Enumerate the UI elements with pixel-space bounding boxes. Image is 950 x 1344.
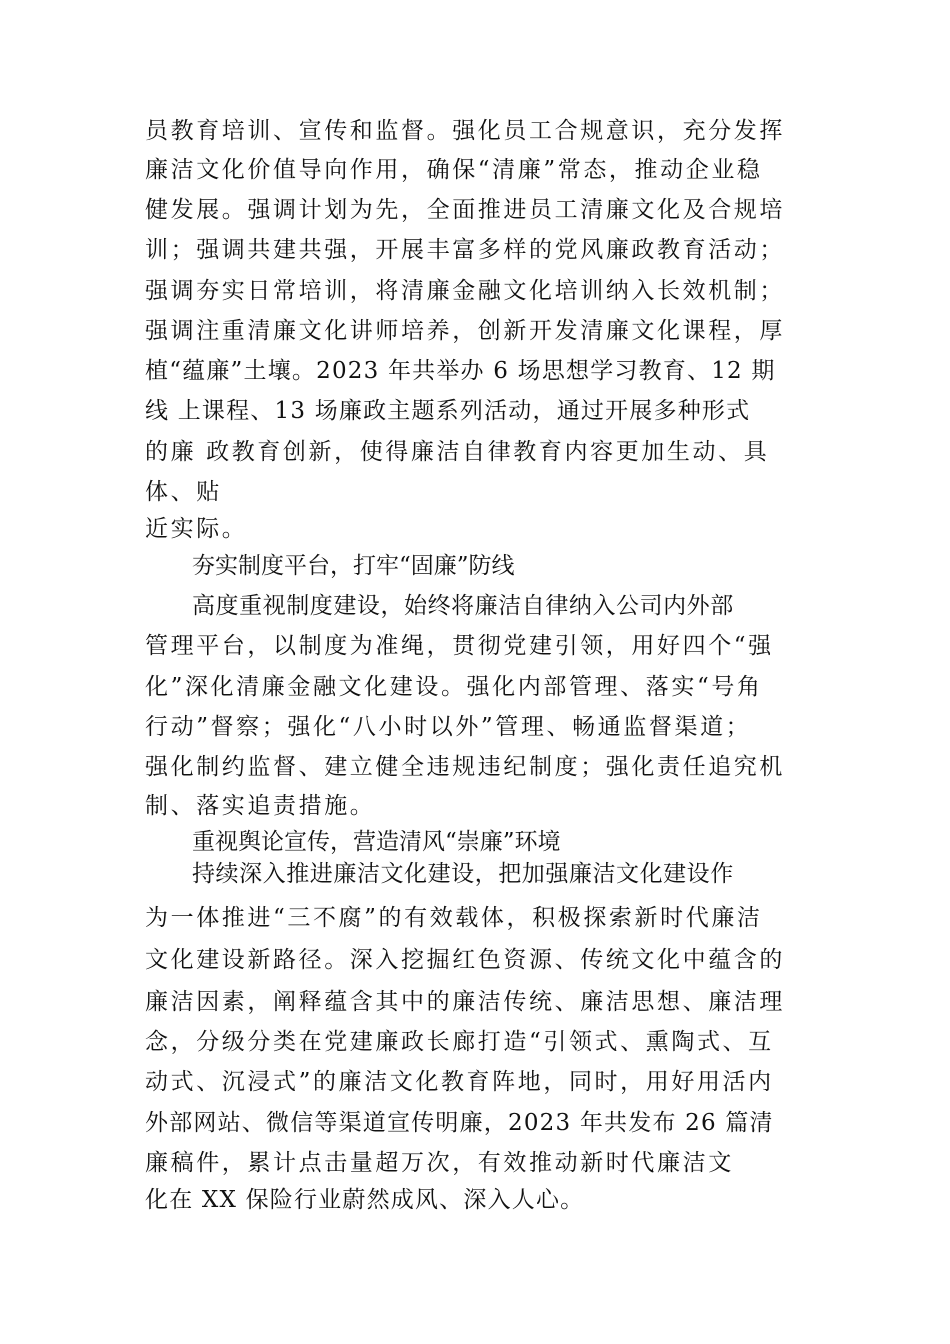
text-line: 廉洁文化价值导向作用，确保“清廉”常态，推动企业稳 (145, 157, 763, 183)
text-line: 强调夯实日常培训，将清廉金融文化培训纳入长效机制； (145, 278, 785, 304)
text-line: 体、贴 (145, 479, 222, 505)
text-line: 廉稿件，累计点击量超万次，有效推动新时代廉洁文 (145, 1150, 734, 1176)
text-line: 化”深化清廉金融文化建设。强化内部管理、落实“号角 (145, 674, 763, 700)
text-line: 植“蕴廉”土壤。2023 年共举办 6 场思想学习教育、12 期 (145, 358, 776, 384)
text-line: 外部网站、微信等渠道宣传明廉，2023 年共发布 26 篇清 (145, 1110, 774, 1136)
text-line: 近实际。 (145, 516, 248, 542)
text-line: 动式、沉浸式”的廉洁文化教育阵地，同时，用好用活内 (145, 1069, 774, 1095)
text-line: 持续深入推进廉洁文化建设，把加强廉洁文化建设作 (192, 861, 734, 887)
text-line: 为一体推进“三不腐”的有效载体，积极探索新时代廉洁 (145, 905, 763, 931)
text-line: 员教育培训、宣传和监督。强化员工合规意识，充分发挥 (145, 118, 785, 144)
text-line: 管理平台，以制度为准绳，贯彻党建引领，用好四个“强 (145, 633, 774, 659)
text-line: 高度重视制度建设，始终将廉洁自律纳入公司内外部 (192, 593, 734, 619)
text-line: 化在 XX 保险行业蔚然成风、深入人心。 (145, 1187, 585, 1213)
text-line: 强化制约监督、建立健全违规违纪制度；强化责任追究机 (145, 754, 785, 780)
text-line: 训；强调共建共强，开展丰富多样的党风廉政教育活动； (145, 237, 785, 263)
text-line: 的廉 政教育创新，使得廉洁自律教育内容更加生动、具 (145, 439, 770, 465)
text-line: 强调注重清廉文化讲师培养，创新开发清廉文化课程，厚 (145, 318, 785, 344)
text-line: 健发展。强调计划为先，全面推进员工清廉文化及合规培 (145, 197, 785, 223)
text-line: 廉洁因素，阐释蕴含其中的廉洁传统、廉洁思想、廉洁理 (145, 989, 785, 1015)
text-line: 线 上课程、13 场廉政主题系列活动，通过开展多种形式 (145, 398, 751, 424)
text-line: 制、落实追责措施。 (145, 793, 376, 819)
text-line: 文化建设新路径。深入挖掘红色资源、传统文化中蕴含的 (145, 947, 785, 973)
text-line: 行动”督察；强化“八小时以外”管理、畅通监督渠道； (145, 714, 752, 740)
text-line: 念，分级分类在党建廉政长廊打造“引领式、熏陶式、互 (145, 1029, 774, 1055)
section-heading: 重视舆论宣传，营造清风“崇廉”环境 (192, 829, 561, 855)
section-heading: 夯实制度平台，打牢“固廉”防线 (192, 553, 515, 579)
